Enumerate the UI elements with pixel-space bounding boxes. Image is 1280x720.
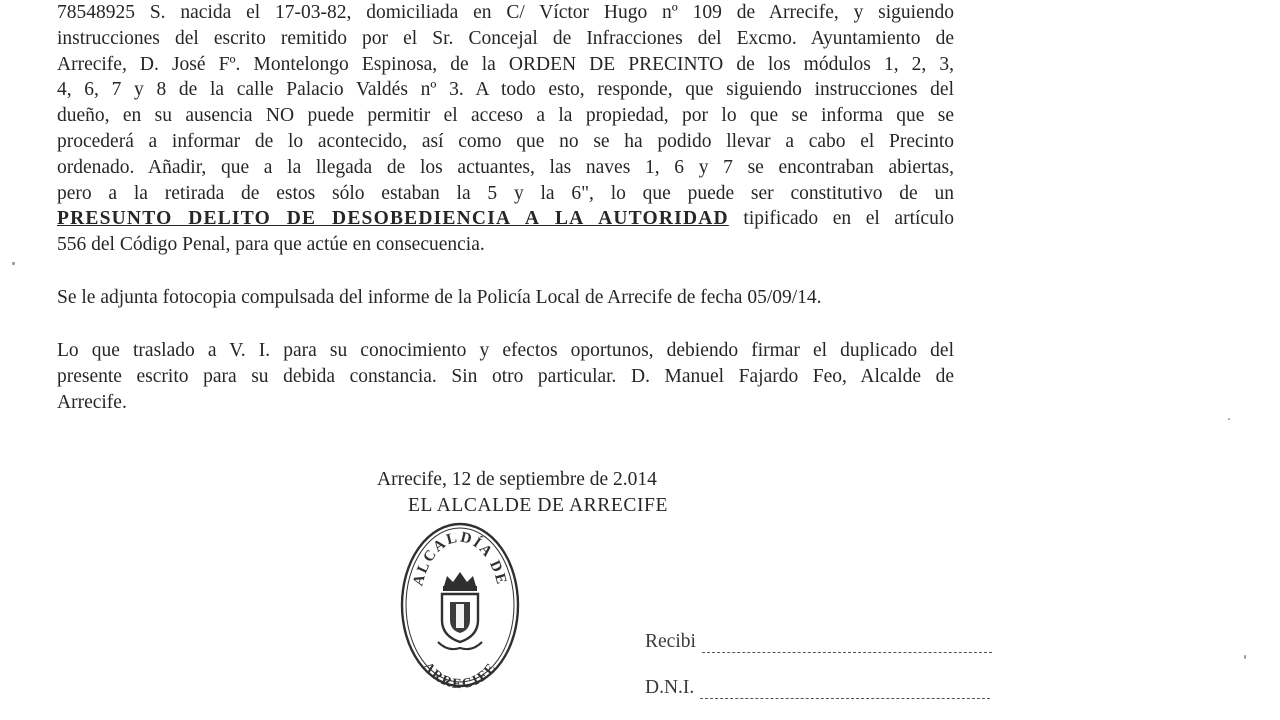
receipt-dni-row <box>645 677 990 699</box>
seal-top-text: ALCALDÍA DE <box>410 529 510 588</box>
body-paragraph-1 <box>57 0 954 258</box>
paragraph-line: 78548925 S. nacida el 17-03-82, domiciliada en C/ Víctor Hugo nº 109 de Arrecife, y siguiendo <box>57 2 954 23</box>
paragraph-line: Arrecife. <box>57 391 127 413</box>
body-paragraph-3 <box>57 338 954 415</box>
receipt-recibi-row <box>645 631 992 653</box>
signature-place-date: Arrecife, 12 de septiembre de 2.014 <box>377 469 657 490</box>
paragraph-line: 4, 6, 7 y 8 de la calle Palacio Valdés nº 3. A todo esto, responde, que siguiendo instrucciones del <box>57 79 954 101</box>
paragraph-line: Se le adjunta fotocopia compulsada del informe de la Policía Local de Arrecife de fecha 05/09/14. <box>57 287 822 308</box>
scan-speck <box>1228 418 1230 420</box>
svg-text:ARRECIFE <box>420 660 500 690</box>
offense-emphasis: PRESUNTO DELITO DE DESOBEDIENCIA A LA AUTORIDAD <box>57 208 729 230</box>
paragraph-fragment: tipificado en el artículo <box>728 208 954 230</box>
dni-signature-line <box>700 682 990 699</box>
recibi-signature-line <box>702 636 992 653</box>
paragraph-line: 556 del Código Penal, para que actúe en consecuencia. <box>57 234 485 256</box>
paragraph-line: Lo que traslado a V. I. para su conocimiento y efectos oportunos, debiendo firmar el duplicado del <box>57 340 954 361</box>
paragraph-line-with-emphasis <box>57 206 954 232</box>
recibi-label: Recibi <box>645 631 696 652</box>
paragraph-line: pero a la retirada de estos sólo estaban la 5 y la 6", lo que puede ser constitutivo de un <box>57 182 954 204</box>
body-paragraph-2 <box>57 285 954 311</box>
paragraph-line: instrucciones del escrito remitido por el Sr. Concejal de Infracciones del Excmo. Ayuntamiento de <box>57 27 954 49</box>
scan-speck <box>12 262 15 265</box>
paragraph-line: presente escrito para su debida constancia. Sin otro particular. D. Manuel Fajardo Feo, Alcalde de <box>57 365 954 387</box>
signature-title: EL ALCALDE DE ARRECIFE <box>408 495 669 516</box>
paragraph-line: dueño, en su ausencia NO puede permitir el acceso a la propiedad, por lo que se informa que se <box>57 105 954 127</box>
seal-bottom-text: ARRECIFE <box>419 659 501 690</box>
dni-label: D.N.I. <box>645 677 695 698</box>
paragraph-line: Arrecife, D. José Fº. Montelongo Espinosa, de la ORDEN DE PRECINTO de los módulos 1, 2, 3, <box>57 53 954 75</box>
mayor-office-seal-icon <box>398 520 522 690</box>
paragraph-line: procederá a informar de lo acontecido, así como que no se ha podido llevar a cabo el Precinto <box>57 130 954 152</box>
scan-speck <box>1244 655 1246 659</box>
paragraph-line: ordenado. Añadir, que a la llegada de los actuantes, las naves 1, 6 y 7 se encontraban abiertas, <box>57 156 954 178</box>
